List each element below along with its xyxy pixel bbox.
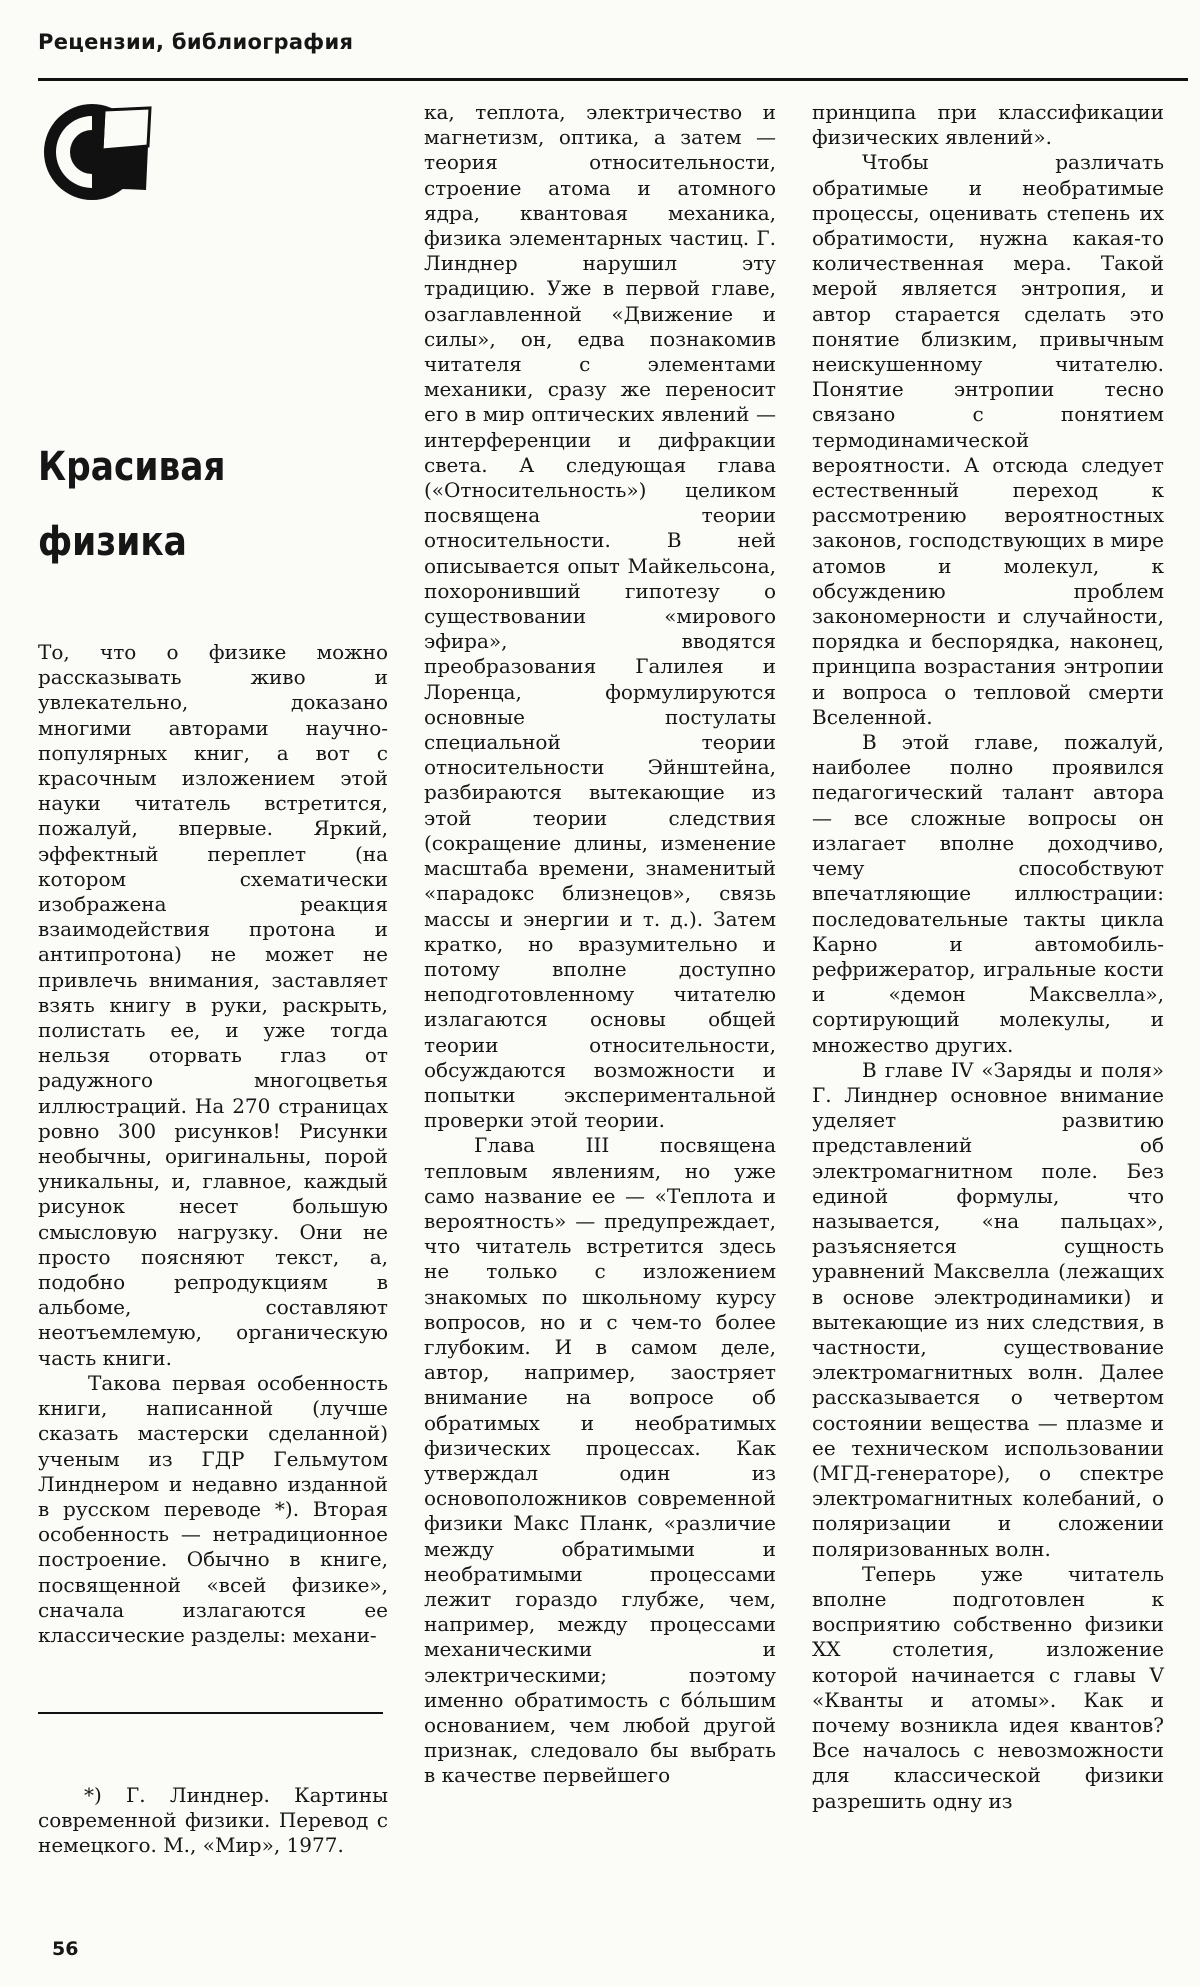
paragraph: Теперь уже читатель вполне подготовлен к восприятию собственно физики XX столетия, изложение которой начинается с главы V «Кванты и атомы». Как и почему возникла идея квантов? Все началось с невозможности для классической физики разрешить одну из: [812, 1561, 1164, 1813]
title-line-1: Красивая: [38, 444, 226, 490]
book-review-emblem-icon: [42, 100, 157, 205]
text-column-3: [812, 100, 1164, 1814]
article-title: [38, 430, 348, 580]
paragraph: То, что о физике можно рассказывать живо и увлекательно, доказано многими авторами научно-популярных книг, а вот с красочным изложением этой науки читатель встретится, пожалуй, впервые. Яркий, эффектный переплет (на котором схематически изображена реакция взаимодействия протона и антипротона) не может не привлечь внимания, заставляет взять книгу в руки, раскрыть, полистать ее, и уже тогда нельзя оторвать глаз от радужного многоцветья иллюстраций. На 270 страницах ровно 300 рисунков! Рисунки необычны, оригинальны, порой уникальны, и, главное, каждый рисунок несет большую смысловую нагрузку. Они не просто поясняют текст, а, подобно репродукциям в альбоме, составляют неотъемлемую, органическую часть книги.: [38, 640, 388, 1370]
footnote: *) Г. Линднер. Картины современной физики. Перевод с немецкого. М., «Мир», 1977.: [38, 1783, 388, 1858]
title-line-2: физика: [38, 519, 187, 565]
paragraph: Чтобы различать обратимые и необратимые процессы, оценивать степень их обратимости, нужна какая-то количественная мера. Такой мерой является энтропия, и автор старается сделать это понятие близким, привычным неискушенному читателю. Понятие энтропии тесно связано с понятием термодинамической вероятности. А отсюда следует естественный переход к рассмотрению вероятностных законов, господствующих в мире атомов и молекул, к обсуждению проблем закономерности и случайности, порядка и беспорядка, наконец, принципа возрастания энтропии и вопроса о тепловой смерти Вселенной.: [812, 150, 1164, 729]
header-rule: [38, 78, 1188, 81]
paragraph: В этой главе, пожалуй, наиболее полно проявился педагогический талант автора — все сложные вопросы он излагает вполне доходчиво, чему способствуют впечатляющие иллюстрации: последовательные такты цикла Карно и автомобиль-рефрижератор, игральные кости и «демон Максвелла», сортирующий молекулы, и множество других.: [812, 730, 1164, 1057]
text-column-1: [38, 640, 388, 1648]
paragraph: Глава III посвящена тепловым явлениям, но уже само название ее — «Теплота и вероятность» — предупреждает, что читатель встретится здесь не только с изложением знакомых по школьному курсу вопросов, но и с чем-то более глубоким. И в самом деле, автор, например, заостряет внимание на вопросе об обратимых и необратимых физических процессах. Как утверждал один из основоположников современной физики Макс Планк, «различие между обратимыми и необратимыми процессами лежит гораздо глубже, чем, например, между процессами механическими и электрическими; поэтому именно обратимость с бо́льшим основанием, чем любой другой признак, следовало бы выбрать в качестве первейшего: [424, 1133, 776, 1788]
paragraph: В главе IV «Заряды и поля» Г. Линднер основное внимание уделяет развитию представлений об электромагнитном поле. Без единой формулы, что называется, «на пальцах», разъясняется сущность уравнений Максвелла (лежащих в основе электродинамики) и вытекающие из них следствия, в частности, существование электромагнитных волн. Далее рассказывается о четвертом состоянии вещества — плазме и ее техническом использовании (МГД-генераторе), о спектре электромагнитных колебаний, о поляризации и сложении поляризованных волн.: [812, 1057, 1164, 1561]
footnote-rule: [38, 1712, 383, 1714]
section-heading: Рецензии, библиография: [38, 30, 354, 54]
paragraph: ка, теплота, электричество и магнетизм, оптика, а затем — теория относительности, строение атома и атомного ядра, квантовая механика, физика элементарных частиц. Г. Линднер нарушил эту традицию. Уже в первой главе, озаглавленной «Движение и силы», он, едва познакомив читателя с элементами механики, сразу же переносит его в мир оптических явлений — интерференции и дифракции света. А следующая глава («Относительность») целиком посвящена теории относительности. В ней описывается опыт Майкельсона, похоронивший гипотезу о существовании «мирового эфира», вводятся преобразования Галилея и Лоренца, формулируются основные постулаты специальной теории относительности Эйнштейна, разбираются вытекающие из этой теории следствия (сокращение длины, изменение масштаба времени, знаменитый «парадокс близнецов», связь массы и энергии и т. д.). Затем кратко, но вразумительно и потому вполне доступно неподготовленному читателю излагаются основы общей теории относительности, обсуждаются возможности и попытки экспериментальной проверки этой теории.: [424, 100, 776, 1133]
text-column-2: [424, 100, 776, 1789]
paragraph: Такова первая особенность книги, написанной (лучше сказать мастерски сделанной) ученым из ГДР Гельмутом Линднером и недавно изданной в русском переводе *). Вторая особенность — нетрадиционное построение. Обычно в книге, посвященной «всей физике», сначала излагаются ее классические разделы: механи-: [38, 1370, 388, 1647]
page-number: 56: [52, 1938, 79, 1960]
paragraph: принципа при классификации физических явлений».: [812, 100, 1164, 150]
